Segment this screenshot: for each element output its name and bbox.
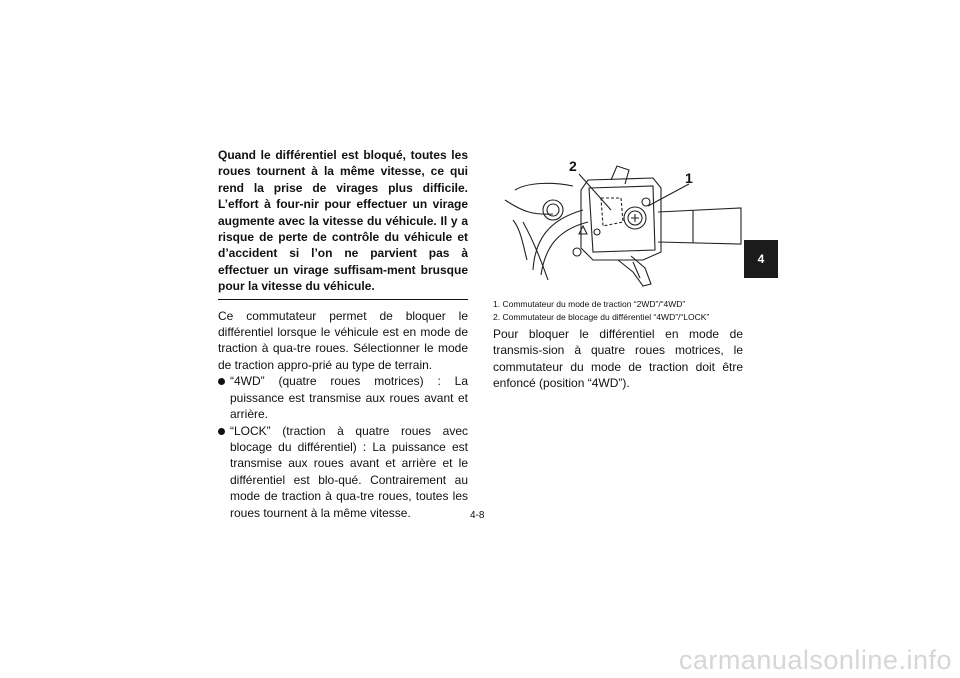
caption-1: 1. Commutateur du mode de traction “2WD”/“4WD” — [493, 299, 686, 309]
bullet-lock-text: “LOCK” (traction à quatre roues avec blocage du différentiel) : La puissance est transmise aux roues avant et arrière et le différentiel est blo-qué. Contrairement au mode de traction à qua-tre roues, toutes les roues tournent à la même vitesse. — [230, 423, 468, 520]
lock-instruction: Pour bloquer le différentiel en mode de transmis-sion à quatre roues motrices, le commutateur du mode de traction doit être enfoncé (position “4WD”). — [493, 327, 743, 391]
bullet-4wd — [218, 373, 468, 422]
left-column — [218, 147, 468, 521]
warning-text: Quand le différentiel est bloqué, toutes les roues tournent à la même vitesse, ce qui rend la prise de virages plus difficile. L’effort à four-nir pour effectuer un virage augmente avec la vitesse du véhicule. Il y a risque de perte de contrôle du véhicule et d’accident si l’on ne parvient pas à effectuer un virage suffisam-ment brusque pour la vitesse du véhicule. — [218, 148, 468, 294]
callout-2: 2 — [569, 158, 577, 174]
bullet-dot-icon — [218, 428, 225, 435]
warning-divider — [218, 299, 468, 300]
caption-2: 2. Commutateur de blocage du différentiel “4WD”/“LOCK” — [493, 312, 710, 322]
right-column — [493, 326, 743, 392]
bullet-dot-icon — [218, 378, 225, 385]
intro-paragraph: Ce commutateur permet de bloquer le différentiel lorsque le véhicule est en mode de traction à qua-tre roues. Sélectionner le mode de traction appro-prié au type de terrain. — [218, 308, 468, 372]
callout-1: 1 — [685, 170, 693, 186]
switch-drawing — [493, 160, 743, 292]
bullet-4wd-text: “4WD” (quatre roues motrices) : La puissance est transmise aux roues avant et arrière. — [230, 374, 468, 422]
bullet-lock — [218, 423, 468, 521]
chapter-tab: 4 — [744, 240, 778, 278]
watermark: carmanualsonline.info — [678, 645, 952, 675]
page-number: 4-8 — [470, 510, 485, 521]
handlebar-switch-illustration — [493, 160, 743, 292]
figure-captions — [493, 298, 743, 324]
